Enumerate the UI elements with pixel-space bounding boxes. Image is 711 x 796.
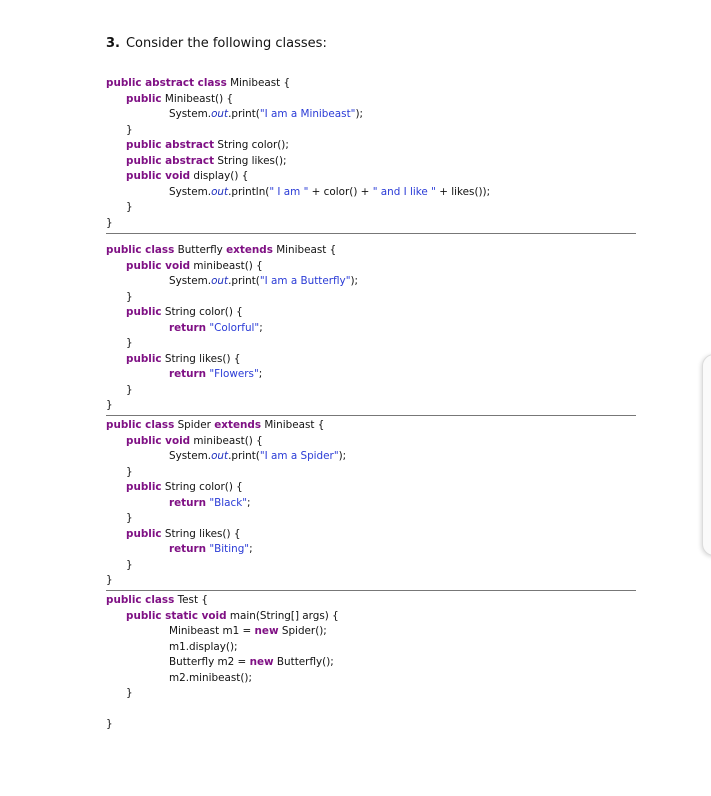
code-line	[106, 321, 636, 337]
code-line	[106, 367, 636, 383]
string-literal: " I am "	[269, 185, 309, 198]
keyword: public	[126, 92, 162, 105]
keyword: public	[126, 306, 162, 318]
keyword: public static void	[126, 609, 227, 622]
code-line	[106, 259, 636, 275]
code-text: Spider	[174, 419, 215, 431]
field-ref: out	[211, 185, 229, 198]
keyword: public	[126, 352, 162, 365]
code-line	[106, 640, 636, 656]
code-text: String color() {	[161, 481, 243, 493]
code-text: ;	[247, 496, 251, 509]
code-text: Minibeast m1 =	[169, 625, 255, 637]
section-divider	[106, 415, 636, 416]
keyword: extends	[226, 244, 273, 256]
code-text: .print(	[228, 275, 260, 287]
code-line	[106, 558, 636, 574]
test-class-code	[106, 593, 636, 733]
code-line	[106, 352, 636, 368]
question-text: Consider the following classes:	[125, 36, 327, 51]
code-text: ;	[258, 368, 263, 380]
keyword: public	[126, 527, 162, 540]
code-text: }	[126, 123, 133, 136]
code-line	[106, 92, 636, 108]
code-text: + likes());	[435, 185, 491, 198]
code-text: }	[126, 383, 133, 396]
code-line	[106, 274, 636, 290]
code-line	[106, 154, 636, 170]
string-literal: "Biting"	[209, 543, 250, 555]
code-text: System.	[169, 275, 212, 287]
code-text: Minibeast {	[261, 419, 325, 431]
code-text: }	[126, 558, 133, 571]
code-text: }	[106, 574, 113, 586]
minibeast-class-code	[106, 76, 636, 231]
code-text: Butterfly	[174, 244, 227, 256]
code-text: ;	[259, 321, 263, 334]
code-text: }	[126, 512, 133, 524]
code-text: minibeast() {	[190, 434, 263, 447]
keyword: public class	[106, 419, 175, 431]
code-line	[106, 527, 636, 543]
code-line	[106, 465, 636, 481]
code-line	[106, 290, 636, 306]
code-line	[106, 717, 636, 733]
code-text: String likes() {	[161, 352, 241, 365]
string-literal: "Colorful"	[209, 321, 260, 334]
keyword: public abstract	[126, 154, 215, 167]
question-heading	[106, 36, 327, 51]
code-text: String likes() {	[161, 527, 241, 540]
code-line	[106, 573, 636, 589]
keyword: public class	[106, 594, 175, 606]
code-line	[106, 200, 636, 216]
code-line	[106, 434, 636, 450]
code-text: m2.minibeast();	[169, 671, 252, 684]
code-line	[106, 383, 636, 399]
code-text: Minibeast {	[272, 244, 337, 256]
keyword: extends	[214, 419, 262, 431]
code-text: System.	[169, 108, 212, 120]
code-text: + color() +	[308, 185, 373, 198]
code-text: );	[355, 108, 363, 120]
code-line	[106, 336, 636, 352]
code-text: Butterfly m2 =	[169, 656, 250, 668]
code-line	[106, 138, 636, 154]
question-number: 3.	[106, 36, 120, 51]
code-text: String likes();	[214, 154, 287, 167]
code-text: System.	[169, 185, 212, 198]
code-text: }	[126, 201, 133, 213]
code-text: Minibeast {	[226, 77, 291, 89]
keyword: return	[169, 321, 207, 334]
code-text: String color();	[214, 139, 289, 151]
code-line	[106, 593, 636, 609]
keyword: new	[249, 656, 274, 668]
code-text: }	[106, 399, 113, 411]
field-ref: out	[211, 450, 229, 462]
code-text: );	[338, 450, 347, 462]
section-divider	[106, 233, 636, 234]
keyword: return	[169, 496, 207, 509]
side-panel-handle[interactable]	[702, 354, 711, 556]
code-text: main(String[] args) {	[226, 609, 339, 622]
keyword: public	[126, 481, 162, 493]
field-ref: out	[211, 108, 229, 120]
code-line	[106, 169, 636, 185]
code-text: }	[126, 687, 133, 699]
code-line	[106, 216, 636, 232]
field-ref: out	[211, 275, 229, 287]
keyword: public void	[126, 434, 191, 447]
code-line	[106, 609, 636, 625]
code-line	[106, 185, 636, 201]
code-line	[106, 449, 636, 465]
code-text: Spider();	[278, 625, 327, 637]
code-text: }	[126, 465, 133, 478]
section-divider	[106, 590, 636, 591]
code-text: }	[106, 718, 113, 730]
code-line	[106, 624, 636, 640]
code-text: display() {	[190, 170, 249, 182]
code-text: );	[350, 275, 359, 287]
code-line	[106, 702, 636, 718]
keyword: public void	[126, 170, 191, 182]
code-text: }	[106, 216, 113, 229]
string-literal: "Flowers"	[209, 368, 259, 380]
code-text: Minibeast() {	[161, 92, 234, 105]
code-text: minibeast() {	[190, 259, 263, 272]
code-line	[106, 418, 636, 434]
code-line	[106, 76, 636, 92]
code-text: }	[126, 290, 133, 303]
code-text: String color() {	[161, 306, 243, 318]
code-line	[106, 243, 636, 259]
code-line	[106, 305, 636, 321]
keyword: public abstract class	[106, 77, 227, 89]
keyword: new	[254, 625, 279, 637]
code-line	[106, 480, 636, 496]
butterfly-class-code	[106, 243, 636, 414]
code-line	[106, 496, 636, 512]
string-literal: " and I like "	[372, 185, 436, 198]
code-text: Test {	[174, 594, 208, 606]
keyword: public abstract	[126, 139, 215, 151]
keyword: public void	[126, 259, 191, 272]
code-line	[106, 655, 636, 671]
string-literal: "I am a Minibeast"	[259, 108, 356, 120]
code-text: Butterfly();	[273, 656, 334, 668]
code-text: }	[126, 337, 133, 349]
code-text: .println(	[228, 185, 270, 198]
spider-class-code	[106, 418, 636, 589]
string-literal: "I am a Butterfly"	[259, 275, 351, 287]
keyword: return	[169, 543, 207, 555]
code-line	[106, 542, 636, 558]
code-line	[106, 398, 636, 414]
code-text: ;	[249, 543, 253, 555]
code-text: m1.display();	[169, 640, 238, 653]
keyword: public class	[106, 244, 175, 256]
string-literal: "I am a Spider"	[259, 450, 339, 462]
code-line	[106, 511, 636, 527]
code-line	[106, 686, 636, 702]
string-literal: "Black"	[209, 496, 248, 509]
code-line	[106, 107, 636, 123]
code-line	[106, 671, 636, 687]
code-text: .print(	[228, 450, 260, 462]
keyword: return	[169, 368, 207, 380]
code-text: .print(	[228, 108, 260, 120]
code-text: System.	[169, 450, 212, 462]
code-line	[106, 123, 636, 139]
